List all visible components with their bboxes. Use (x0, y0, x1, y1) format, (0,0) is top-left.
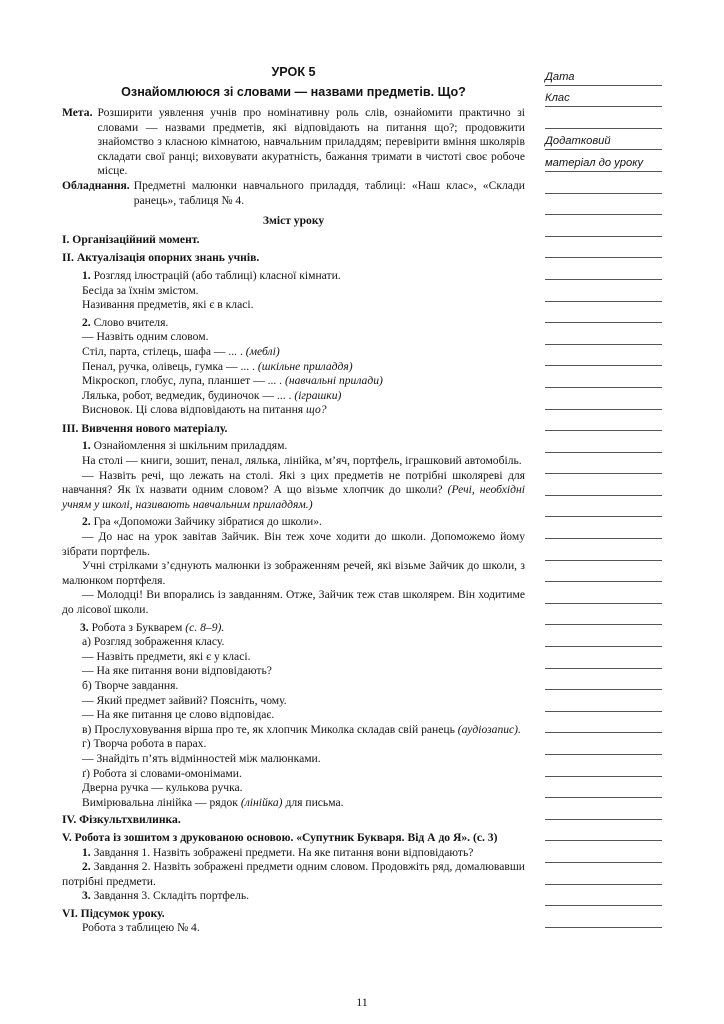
s2-line: Висновок. Ці слова відповідають на питання що? (82, 403, 327, 417)
notes-line[interactable] (545, 107, 662, 129)
notes-line[interactable] (545, 194, 662, 216)
section-6-heading: VI. Підсумок уроку. (62, 906, 165, 920)
notes-line[interactable] (545, 582, 662, 604)
s3-line: ґ) Робота зі словами-омонімами. (82, 766, 242, 780)
s2-line: 2. Слово вчителя. (82, 315, 169, 329)
lesson-body (62, 64, 525, 936)
date-field[interactable] (545, 64, 662, 86)
s3-line: — На яке питання вони відповідають? (82, 664, 272, 678)
notes-line[interactable] (545, 388, 662, 410)
s3-line: 2. Гра «Допоможи Зайчику зібратися до школи». (82, 515, 322, 529)
date-label: Дата (545, 70, 575, 83)
equipment-paragraph (62, 179, 525, 208)
extra-material-line[interactable] (545, 150, 662, 172)
s3-line: — Знайдіть п’ять відмінностей між малюнками. (82, 751, 321, 765)
s2-line: Називання предметів, які є в класі. (82, 298, 254, 312)
s5-line: 2. Завдання 2. Назвіть зображені предмети одним словом. Продовжіть ряд, домалювавши потрібні предмети. (62, 860, 525, 888)
s6-line: Робота з таблицею № 4. (82, 921, 200, 935)
s3-line: — Назвіть предмети, які є у класі. (82, 649, 251, 663)
notes-line[interactable] (545, 323, 662, 345)
notes-line[interactable] (545, 410, 662, 432)
equipment-text: Предметні малюнки навчального приладдя, таблиці: «Наш клас», «Склади ранець», таблиця № 4. (133, 178, 525, 207)
notes-line[interactable] (545, 280, 662, 302)
extra-material-label-1: Додатковий (545, 135, 611, 148)
notes-line[interactable] (545, 237, 662, 259)
s3-line: — Який предмет зайвий? Поясніть, чому. (82, 693, 287, 707)
notes-line[interactable] (545, 669, 662, 691)
s3-line: — Молодці! Ви впорались із завданням. Отже, Зайчик теж став школярем. Він ходитиме до лісової школи. (62, 588, 525, 616)
notes-line[interactable] (545, 539, 662, 561)
s5-line: 1. Завдання 1. Назвіть зображені предмети. На яке питання вони відповідають? (82, 845, 474, 859)
extra-material-line[interactable] (545, 129, 662, 151)
s2-line: Пенал, ручка, олівець, гумка — ... . (шкільне приладдя) (82, 359, 353, 373)
s2-line: — Назвіть одним словом. (82, 330, 209, 344)
s3-line: Учні стрілками з’єднують малюнки із зображенням речей, які візьме Зайчик до школи, з малюнком портфеля. (62, 559, 525, 587)
section-5-heading: V. Робота із зошитом з друкованою основою. «Супутник Букваря. Від А до Я». (с. 3) (62, 830, 498, 844)
notes-line[interactable] (545, 798, 662, 820)
s2-line: Лялька, робот, ведмедик, будиночок — ... . (іграшки) (82, 388, 342, 402)
s3-line: а) Розгляд зображення класу. (82, 635, 225, 649)
s3-line: 3. Робота з Букварем (с. 8–9). (80, 620, 225, 634)
notes-line[interactable] (545, 690, 662, 712)
class-field[interactable] (545, 86, 662, 108)
goal-text: Розширити уявлення учнів про номінативну роль слів, ознайомити практично зі словами — назвами предметів, які відповідають на питання що?; продовжити знайомство з класною кімнатою, навчальним приладдям; перевірити вміння школярів складати свої ранці; виховувати акуратність, бажання тримати в чистоті своє робоче місце. (97, 106, 525, 178)
s3-line: в) Прослуховування вірша про те, як хлопчик Миколка складав свій ранець (аудіозапис). (82, 722, 521, 736)
notes-line[interactable] (545, 885, 662, 907)
notes-line[interactable] (545, 820, 662, 842)
content-title: Зміст уроку (262, 214, 325, 228)
s2-line: Мікроскоп, глобус, лупа, планшет — ... . (навчальні прилади) (82, 374, 383, 388)
notes-line[interactable] (545, 906, 662, 928)
s2-line: 1. Розгляд ілюстрацій (або таблиці) класної кімнати. (82, 268, 341, 282)
extra-material-label-2: матеріал до уроку (545, 156, 644, 169)
section-1-heading: I. Організаційний момент. (62, 232, 200, 246)
notes-line[interactable] (545, 841, 662, 863)
section-2-heading: II. Актуалізація опорних знань учнів. (62, 251, 260, 265)
lesson-title: УРОК 5 (271, 65, 316, 79)
notes-line[interactable] (545, 172, 662, 194)
notes-line[interactable] (545, 712, 662, 734)
notes-line[interactable] (545, 733, 662, 755)
goal-label: Мета. (62, 106, 93, 119)
page-number: 11 (356, 995, 368, 1009)
s3-line: Дверна ручка — кулькова ручка. (82, 781, 243, 795)
notes-line[interactable] (545, 431, 662, 453)
s5-line: 3. Завдання 3. Складіть портфель. (82, 889, 250, 903)
class-label: Клас (545, 92, 570, 105)
goal-paragraph (62, 106, 525, 179)
notes-line[interactable] (545, 755, 662, 777)
notes-line[interactable] (545, 777, 662, 799)
notes-line[interactable] (545, 604, 662, 626)
s3-line: г) Творча робота в парах. (82, 737, 207, 751)
notes-line[interactable] (545, 496, 662, 518)
notes-line[interactable] (545, 647, 662, 669)
s3-line: 1. Ознайомлення зі шкільним приладдям. (82, 439, 288, 453)
lesson-subtitle: Ознайомлююся зі словами — назвами предметів. Що? (121, 85, 466, 99)
notes-line[interactable] (545, 625, 662, 647)
notes-line[interactable] (545, 258, 662, 280)
notes-line[interactable] (545, 561, 662, 583)
s3-line: — Назвіть речі, що лежать на столі. Які з цих предметів не потрібні школяреві для навчання? Як їх назвати одним словом? А що візьме хлопчик до школи? (Речі, необхідні учням у школі, називають навчальним приладдям.) (62, 468, 525, 511)
equipment-label: Обладнання. (62, 178, 130, 192)
s3-line: б) Творче завдання. (82, 678, 179, 692)
s2-line: Стіл, парта, стілець, шафа — ... . (меблі) (82, 344, 280, 358)
s2-line: Бесіда за їхнім змістом. (82, 283, 199, 297)
s3-line: На столі — книги, зошит, пенал, лялька, лінійка, м’яч, портфель, іграшковий автомобіль. (82, 454, 522, 468)
notes-sidebar (545, 64, 662, 928)
notes-line[interactable] (545, 366, 662, 388)
section-4-heading: IV. Фізкультхвилинка. (62, 813, 181, 827)
s3-line: — До нас на урок завітав Зайчик. Він теж хоче ходити до школи. Допоможемо йому зібрати портфель. (62, 530, 525, 558)
notes-line[interactable] (545, 517, 662, 539)
notes-line[interactable] (545, 863, 662, 885)
section-3-heading: III. Вивчення нового матеріалу. (62, 421, 228, 435)
notes-line[interactable] (545, 345, 662, 367)
notes-line[interactable] (545, 215, 662, 237)
notes-line[interactable] (545, 474, 662, 496)
s3-line: Вимірювальна лінійка — рядок (лінійка) для письма. (82, 795, 344, 809)
notes-line[interactable] (545, 453, 662, 475)
s3-line: — На яке питання це слово відповідає. (82, 708, 275, 722)
notes-line[interactable] (545, 302, 662, 324)
